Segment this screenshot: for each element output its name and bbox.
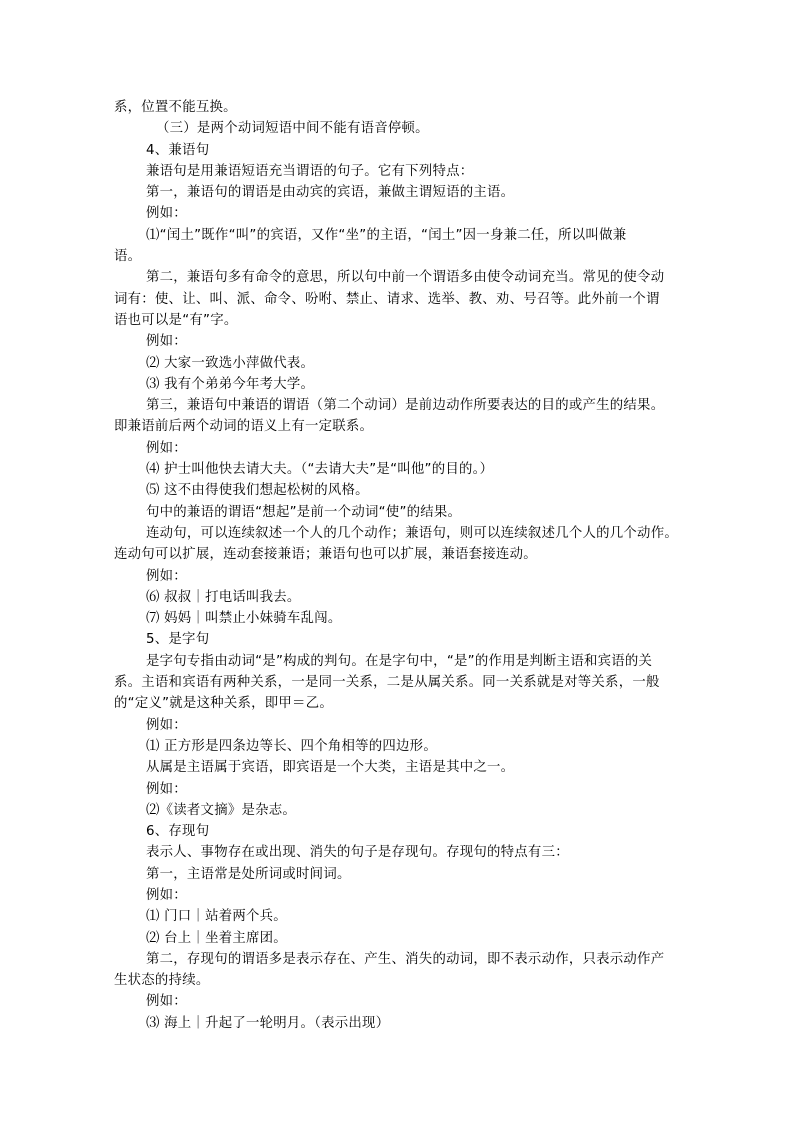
text-line: 兼语句是用兼语短语充当谓语的句子。它有下列特点：	[146, 163, 474, 179]
text-line: ⑹ 叔叔｜打电话叫我去。	[146, 589, 301, 605]
text-line: 例如：	[146, 206, 187, 222]
text-line: ⑶ 海上｜升起了一轮明月。（表示出现）	[146, 1015, 390, 1031]
text-line: 第一，主语常是处所词或时间词。	[146, 866, 351, 882]
text-line: 生状态的持续。	[114, 973, 210, 989]
text-line: 第二，存现句的谓语多是表示存在、产生、消失的动词，即不表示动作，只表示动作产	[146, 951, 665, 967]
text-line: 系。主语和宾语有两种关系，一是同一关系，二是从属关系。同一关系就是对等关系，一般	[114, 675, 660, 691]
text-line: 是字句专指由动词“是”构成的判句。在是字句中，“是”的作用是判断主语和宾语的关	[146, 653, 653, 669]
text-line: ⑶ 我有个弟弟今年考大学。	[146, 376, 315, 392]
text-line: 系，位置不能互换。	[114, 100, 237, 115]
text-line: 表示人、事物存在或出现、消失的句子是存现句。存现句的特点有三：	[146, 845, 569, 861]
document-body	[0, 97, 794, 1034]
text-line: 语。	[114, 249, 142, 265]
text-line: ⑴“闰土”既作“叫”的宾语，又作“坐”的主语，“闰土”因一身兼二任，所以叫做兼	[146, 227, 627, 243]
text-line: 例如：	[146, 717, 187, 733]
text-line: 连动句，可以连续叙述一个人的几个动作；兼语句，则可以连续叙述几个人的几个动作。	[146, 525, 678, 541]
text-line: 例如：	[146, 887, 187, 903]
text-line: 即兼语前后两个动词的语义上有一定联系。	[114, 419, 374, 435]
text-line: 例如：	[146, 334, 187, 350]
text-line: ⑵《读者文摘》是杂志。	[146, 802, 297, 818]
text-line: ⑷ 护士叫他快去请大夫。（“去请大夫”是“叫他”的目的。）	[146, 462, 494, 478]
text-line: ⑸ 这不由得使我们想起松树的风格。	[146, 483, 369, 499]
text-line: 6、存现句	[146, 824, 210, 840]
text-line: ⑵ 大家一致选小萍做代表。	[146, 355, 315, 371]
text-line: 语也可以是“有”字。	[114, 312, 238, 328]
text-line: 5、是字句	[146, 632, 210, 648]
text-line: 第二，兼语句多有命令的意思，所以句中前一个谓语多由使令动词充当。常见的使令动	[146, 270, 665, 286]
text-line: ⑴ 门口｜站着两个兵。	[146, 909, 287, 925]
text-line: 词有：使、让、叫、派、命令、吩咐、禁止、请求、选举、教、劝、号召等。此外前一个谓	[114, 291, 660, 307]
text-line: ⑵ 台上｜坐着主席团。	[146, 930, 287, 946]
text-line: 连动句可以扩展，连动套接兼语；兼语句也可以扩展，兼语套接连动。	[114, 547, 537, 563]
text-line: ⑴ 正方形是四条边等长、四个角相等的四边形。	[146, 738, 437, 754]
text-line: 例如：	[146, 781, 187, 797]
text-line: 第三，兼语句中兼语的谓语（第二个动词）是前边动作所要表达的目的或产生的结果。	[146, 398, 665, 414]
text-line: （三）是两个动词短语中间不能有语音停顿。	[156, 121, 429, 137]
text-line: 句中的兼语的谓语“想起”是前一个动词“使”的结果。	[146, 504, 462, 520]
text-line: 第一，兼语句的谓语是由动宾的宾语，兼做主谓短语的主语。	[146, 185, 515, 201]
text-line: 4、兼语句	[146, 142, 210, 158]
text-line: ⑺ 妈妈｜叫禁止小妹骑车乱闯。	[146, 611, 342, 627]
text-line: 的“定义”就是这种关系，即甲＝乙。	[114, 696, 333, 712]
text-line: 从属是主语属于宾语，即宾语是一个大类，主语是其中之一。	[146, 760, 515, 776]
text-line: 例如：	[146, 440, 187, 456]
text-line: 例如：	[146, 994, 187, 1010]
text-line: 例如：	[146, 568, 187, 584]
